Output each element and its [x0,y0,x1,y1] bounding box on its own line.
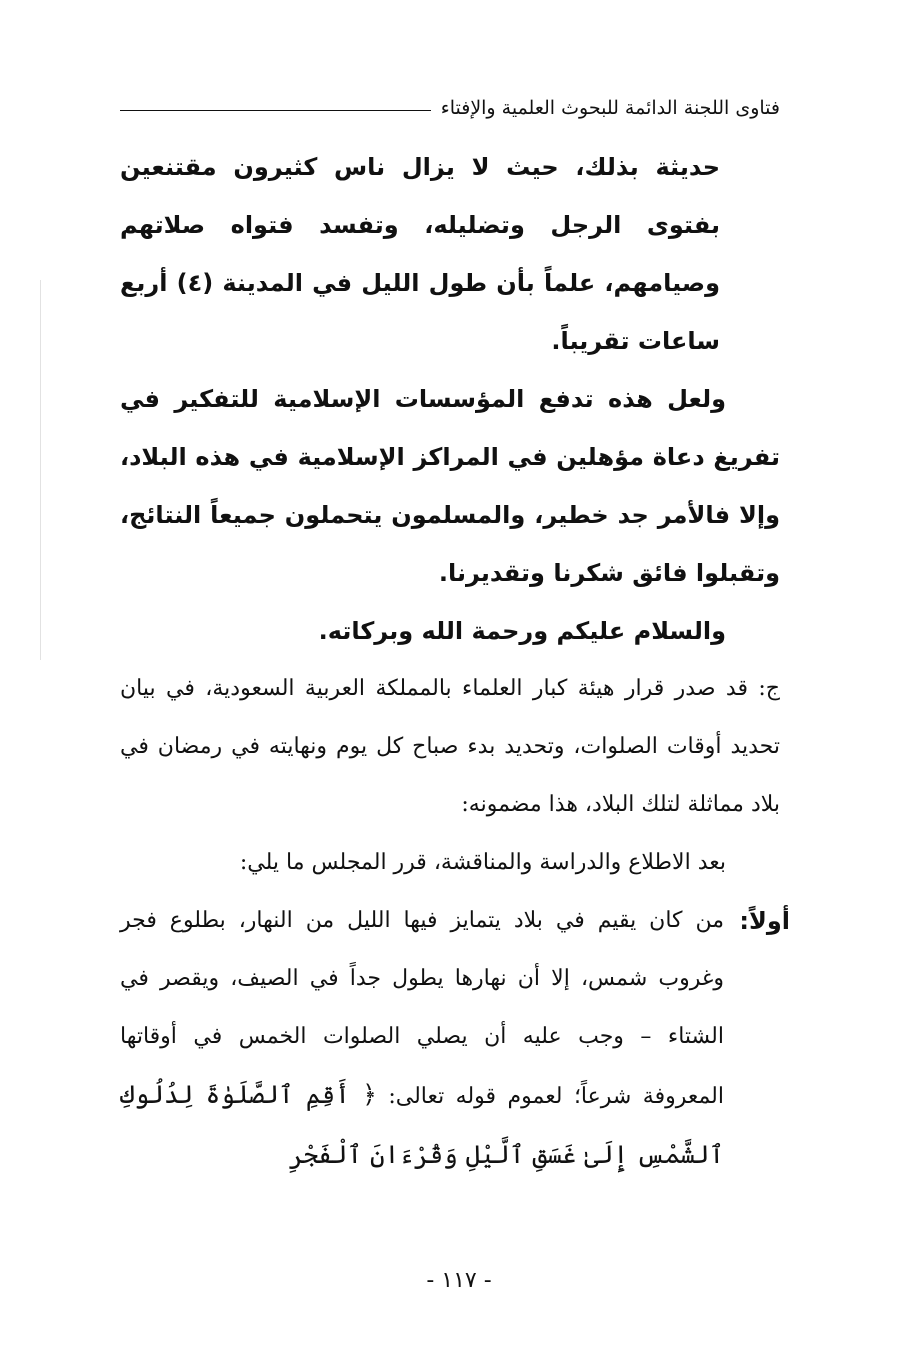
header-rule [120,110,431,111]
paragraph-answer: ج: قد صدر قرار هيئة كبار العلماء بالمملكة العربية السعودية، في بيان تحديد أوقات الصلوات، وتحديد بدء صباح كل يوم ونهايته في رمضان في بلاد مماثلة لتلك البلاد، هذا مضمونه: [120,676,780,817]
item-body: من كان يقيم في بلاد يتمايز فيها الليل من النهار، بطلوع فجر وغروب شمس، إلا أن نهارها يطول جداً في الصيف، ويقصر في الشتاء – وجب عليه أن يصلي الصلوات الخمس في أوقاتها المعروفة شرعاً؛ لعموم قوله تعالى: [120,908,724,1109]
paragraph-closing: والسلام عليكم ورحمة الله وبركاته. [318,617,726,645]
paragraph-1: حديثة بذلك، حيث لا يزال ناس كثيرون مقتنعين بفتوى الرجل وتضليله، وتفسد فتواه صلاتهم وصيامهم، علماً بأن طول الليل في المدينة (٤) أربع ساعات تقريباً. [120,153,720,355]
header-title: فتاوى اللجنة الدائمة للبحوث العلمية والإفتاء [440,97,780,119]
scan-edge-mark [40,280,41,660]
body-text [120,138,790,1186]
item-number: أولاً: [739,907,790,935]
item-text [120,892,724,1186]
paragraph-2: ولعل هذه تدفع المؤسسات الإسلامية للتفكير في تفريغ دعاة مؤهلين في المراكز الإسلامية في هذه البلاد، وإلا فالأمر جد خطير، والمسلمون يتحملون جميعاً النتائج، وتقبلوا فائق شكرنا وتقديرنا. [120,385,780,587]
paragraph-decision: بعد الاطلاع والدراسة والمناقشة، قرر المجلس ما يلي: [239,850,726,875]
list-item-first [120,892,790,1186]
quran-verse: ﴿ أَقِمِ ٱلصَّلَوٰةَ لِدُلُوكِ ٱلشَّمْسِ إِلَىٰ غَسَقِ ٱلَّيْلِ وَقُرْءَانَ ٱلْفَجْرِ [120,1080,724,1169]
running-header [120,92,780,124]
page-number: - ١١٧ - [426,1268,492,1293]
